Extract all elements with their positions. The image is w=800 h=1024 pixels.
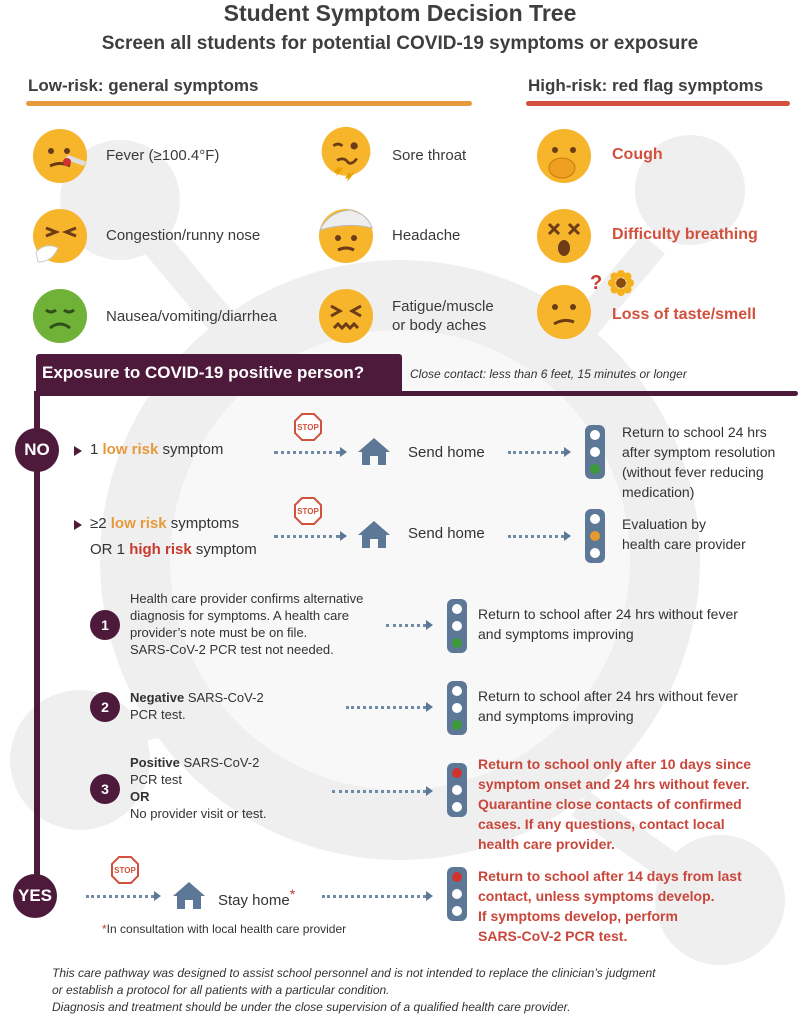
cough-face-icon [536,128,592,184]
arrowhead [426,620,433,630]
nauseated-face-icon [32,288,88,344]
page-title: Student Symptom Decision Tree [223,0,577,26]
symptom-fever: Fever (≥100.4°F) [106,147,220,164]
arrowhead [426,891,433,901]
yes-arrow-2 [322,895,426,898]
row1-arrow-2 [508,451,564,454]
red-traffic-light-icon [446,866,468,922]
symptom-loss-of-taste: Loss of taste/smell [612,306,757,323]
bandage-face-icon [318,208,374,264]
outcome-2-result: Return to school after 24 hrs without fever and symptoms improving [478,688,738,724]
arrowhead [564,447,571,457]
close-contact-note: Close contact: less than 6 feet, 15 minutes or longer [410,367,687,381]
symptom-congestion: Congestion/runny nose [106,227,261,244]
svg-text:STOP: STOP [297,423,319,432]
yes-footnote: *In consultation with local health care provider [102,922,347,936]
confounded-face-icon [318,288,374,344]
outcome-1-text: Health care provider confirms alternative diagnosis for symptoms. A health care provider’s note must be on file. SARS-CoV-2 PCR test not needed. [130,591,364,657]
woozy-face-icon [318,126,374,182]
symptom-sore-throat: Sore throat [392,147,467,164]
low-risk-bar [26,101,472,106]
row2-bullet [74,520,82,530]
high-risk-heading: High-risk: red flag symptoms [528,76,764,95]
symptom-fatigue: Fatigue/muscle or body aches [392,298,494,334]
row2-action: Send home [408,525,485,542]
svg-text:STOP: STOP [297,507,319,516]
outcome-3-number: 3 [90,774,120,804]
outcome-1-arrow [386,624,426,627]
house-icon [172,880,206,910]
stop-sign-icon [111,856,139,884]
arrowhead [340,531,347,541]
symptom-headache: Headache [392,227,461,244]
high-risk-bar [526,101,790,106]
row2-text: ≥2 low risk symptoms OR 1 high risk symptom [90,515,257,558]
green-traffic-light-icon [446,680,468,736]
outcome-2-arrow [346,706,426,709]
yes-arrow-1 [86,895,154,898]
low-risk-heading: Low-risk: general symptoms [28,76,259,95]
house-icon [357,519,391,549]
flower-icon [608,270,634,296]
dizzy-face-icon [536,208,592,264]
green-traffic-light-icon [584,424,606,480]
red-traffic-light-icon [446,762,468,818]
outcome-1-result: Return to school after 24 hrs without fever and symptoms improving [478,606,738,642]
page-subtitle: Screen all students for potential COVID-19 symptoms or exposure [101,33,699,54]
sneezing-face-icon [32,208,88,264]
arrowhead [426,702,433,712]
yes-result: Return to school after 14 days from last contact, unless symptoms develop. If symptoms develop, perform SARS-CoV-2 PCR test. [478,868,742,944]
symptom-nausea: Nausea/vomiting/diarrhea [106,308,277,325]
no-branch-label: NO [15,428,59,472]
question-mark: ? [590,272,603,294]
symptom-difficulty-breathing: Difficulty breathing [612,226,758,243]
outcome-3-text: Positive SARS-CoV-2 PCR test OR No provider visit or test. [130,755,267,821]
yes-branch-label: YES [13,874,57,918]
row1-arrow-1 [274,451,340,454]
house-icon [357,436,391,466]
outcome-1-number: 1 [90,610,120,640]
yellow-traffic-light-icon [584,508,606,564]
confused-face-icon [536,284,592,340]
arrowhead [154,891,161,901]
thermometer-face-icon [32,128,88,184]
outcome-2-text: Negative SARS-CoV-2 PCR test. [130,690,264,722]
row2-arrow-1 [274,535,340,538]
outcome-3-result: Return to school only after 10 days since symptom onset and 24 hrs without fever. Quarantine close contacts of confirmed cases. If any questions, contact local health care provider. [478,756,752,852]
row1-result: Return to school 24 hrs after symptom resolution (without fever reducing medication) [622,424,776,500]
row1-action: Send home [408,444,485,461]
exposure-line [36,391,798,396]
arrowhead [426,786,433,796]
outcome-3-arrow [332,790,426,793]
svg-text:STOP: STOP [114,866,136,875]
outcome-2-number: 2 [90,692,120,722]
yes-action: Stay home* [218,886,296,909]
arrowhead [564,531,571,541]
row2-result: Evaluation by health care provider [622,516,746,552]
green-traffic-light-icon [446,598,468,654]
exposure-question-banner: Exposure to COVID-19 positive person? [36,354,402,392]
row2-arrow-2 [508,535,564,538]
stop-sign-icon [294,413,322,441]
stop-sign-icon [294,497,322,525]
arrowhead [340,447,347,457]
symptom-cough: Cough [612,146,663,163]
row1-bullet [74,446,82,456]
row1-text: 1 low risk symptom [90,441,224,458]
disclaimer: This care pathway was designed to assist school personnel and is not intended to replace the clinician’s judgment or establish a protocol for all patients with a particular condition. Diagnosis and treatment should be under the close supervision of a qualified health care provider. [52,966,656,1014]
